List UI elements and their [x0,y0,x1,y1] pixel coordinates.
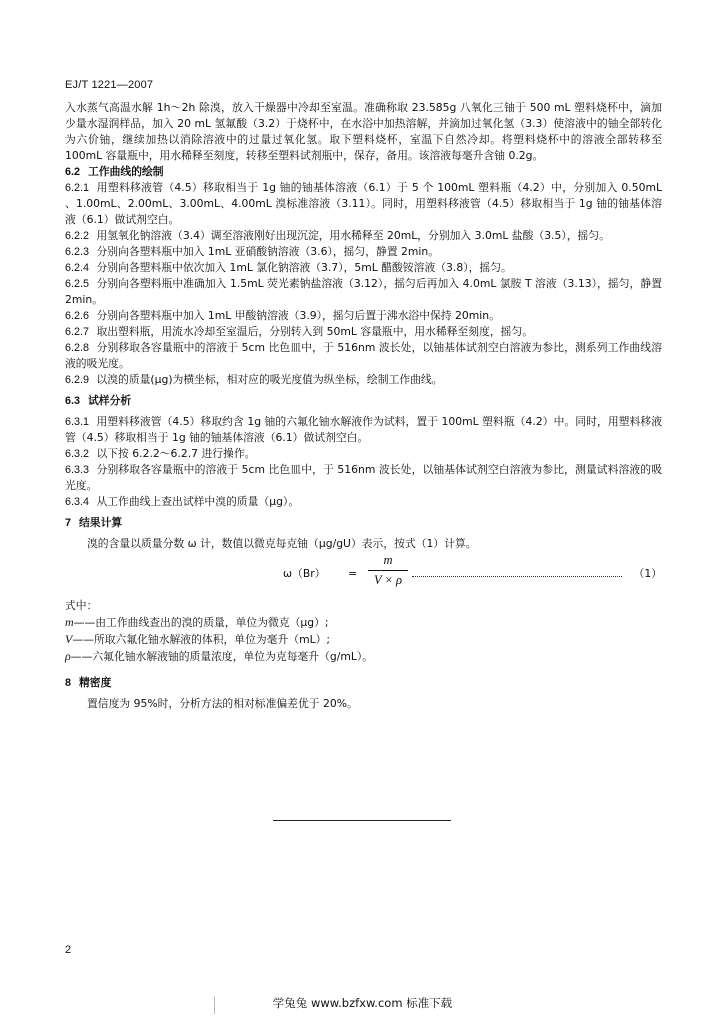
dash: —— [72,633,94,646]
clause-text: 用塑料移液管（4.5）移取相当于 1g 铀的铀基体溶液（6.1）于 5 个 100mL 塑料瓶（4.2）中，分别加入 0.50mL 、1.00mL、2.00mL、3.00mL、4.00mL 溴标准溶液（3.11）。同时，用塑料移液管（4.5）移取相当于 1g 铀的铀基体溶液（6.1）做试剂空白。 [65,181,662,226]
formula-equals: = [348,567,358,580]
clause-text: 以下按 6.2.2～6.2.7 进行操作。 [96,447,256,460]
precision-text: 置信度为 95%时，分析方法的相对标准偏差优于 20%。 [87,697,358,710]
clause-6-2-7 [65,324,662,340]
standard-code-header: EJ/T 1221—2007 [65,79,154,91]
clause-6-3-1 [65,414,662,446]
clause-number: 6.2.2 [65,230,90,242]
clause-text: 从工作曲线上查出试样中溴的质量（μg）。 [96,495,300,508]
section-title: 工作曲线的绘制 [88,165,164,178]
definition-m [65,614,662,631]
formula-fraction [368,552,408,589]
clause-number: 6.2.1 [65,182,90,194]
section-title: 试样分析 [88,394,132,407]
section-number: 6.2 [65,166,81,178]
clause-number: 6.2.8 [65,342,90,354]
clause-number: 6.3.3 [65,464,90,476]
section-8-heading [65,675,662,691]
definition-text: 由工作曲线查出的溴的质量，单位为微克（μg）; [95,616,329,629]
section-title: 精密度 [79,676,112,689]
intro-paragraph: 入水蒸气高温水解 1h～2h 除溴，放入干燥器中冷却至室温。准确称取 23.585g 八氧化三铀于 500 mL 塑料烧杯中，滴加少量水湿润样品，加入 20 mL 氢氟酸（3.2）于烧杯中，在水浴中加热溶解，并滴加过氧化氢（3.3）使溶液中的铀全部转化为六价铀，继续加热以消除溶液中的过量过氧化氢。取下塑料烧杯，室温下自然冷却。将塑料烧杯中的溶液全部转移至 100mL 容量瓶中，用水稀释至刻度，转移至塑料试剂瓶中，保存，备用。该溶液每毫升含铀 0.2g。 [65,101,662,162]
symbol: ρ [65,649,71,663]
clause-6-3-4 [65,494,662,510]
clause-6-2-1 [65,180,662,228]
definition-text: 六氟化铀水解液铀的质量浓度，单位为克每毫升（g/mL）。 [92,650,374,663]
clause-number: 6.3.4 [65,496,90,508]
clause-text: 以溴的质量(μg)为横坐标，相对应的吸光度值为纵坐标，绘制工作曲线。 [96,373,443,386]
definition-text: 所取六氟化铀水解液的体积，单位为毫升（mL）; [93,633,331,646]
document-content [65,100,662,712]
section-6-3-heading [65,393,662,409]
section-number: 8 [65,677,72,689]
clause-6-2-4 [65,260,662,276]
formula-number: （1） [633,567,662,580]
where-label: 式中： [65,599,98,612]
end-of-document-rule [273,820,451,821]
symbol: m [65,615,74,629]
definition-v [65,631,662,648]
clause-text: 分别移取各容量瓶中的溶液于 5cm 比色皿中，于 516nm 波长处，以铀基体试剂空白溶液为参比，测量试料溶液的吸光度。 [65,463,662,492]
clause-number: 6.3.1 [65,416,90,428]
clause-number: 6.2.4 [65,262,90,274]
clause-number: 6.2.5 [65,278,90,290]
formula-lhs: ω（Br） [283,567,326,580]
clause-number: 6.2.9 [65,374,90,386]
clause-text: 用氢氧化钠溶液（3.4）调至溶液刚好出现沉淀，用水稀释至 20mL，分别加入 3.0mL 盐酸（3.5），摇匀。 [96,229,610,242]
dash: —— [70,650,93,663]
clause-6-2-5 [65,276,662,308]
clause-6-2-3 [65,244,662,260]
clause-6-2-9 [65,372,662,388]
section-6-2-heading [65,164,662,180]
clause-number: 6.2.3 [65,246,90,258]
clause-number: 6.3.2 [65,448,90,460]
fraction-bar [368,570,408,571]
section-number: 6.3 [65,395,81,407]
clause-number: 6.2.7 [65,326,90,338]
section-number: 7 [65,517,72,529]
formula-1 [65,554,662,594]
clause-text: 分别移取各容量瓶中的溶液于 5cm 比色皿中，于 516nm 波长处，以铀基体试剂空白溶液为参比，测系列工作曲线溶液的吸光度。 [65,341,662,370]
clause-text: 分别向各塑料瓶中加入 1mL 甲酸钠溶液（3.9），摇匀后置于沸水浴中保持 20min。 [96,309,500,322]
clause-text: 用塑料移液管（4.5）移取约含 1g 铀的六氟化铀水解液作为试料，置于 100mL 塑料瓶（4.2）中。同时，用塑料移液管（4.5）移取相当于 1g 铀的铀基体溶液（6.1）做试剂空白。 [65,415,662,444]
spacer [65,665,662,675]
clause-6-2-8 [65,340,662,372]
clause-text: 分别向各塑料瓶中加入 1mL 亚硝酸钠溶液（3.6），摇匀，静置 2min。 [96,245,440,258]
definition-rho [65,648,662,665]
clause-6-3-3 [65,462,662,494]
formula-numerator: m [383,553,393,567]
clause-number: 6.2.6 [65,310,90,322]
footer-watermark-text: 学兔兔 www.bzfxw.com 标准下载 [272,996,453,1010]
clause-text: 取出塑料瓶，用流水冷却至室温后，分别转入到 50mL 容量瓶中，用水稀释至刻度，摇匀。 [96,325,534,338]
section-7-heading [65,515,662,531]
clause-6-3-2 [65,446,662,462]
clause-text: 分别向各塑料瓶中准确加入 1.5mL 荧光素钠盐溶液（3.12），摇匀后再加入 4.0mL 氯胺 T 溶液（3.13），摇匀，静置 2min。 [65,277,663,306]
calculation-lead: 溴的含量以质量分数 ω 计，数值以微克每克铀（μg/gU）表示，按式（1）计算。 [87,537,477,550]
section-title: 结果计算 [79,516,123,529]
formula-denominator: V × ρ [373,573,403,587]
clause-text: 分别向各塑料瓶中依次加入 1mL 氯化钠溶液（3.7），5mL 醋酸铵溶液（3.8），摇匀。 [96,261,512,274]
clause-6-2-6 [65,308,662,324]
symbol: V [65,632,73,646]
dash: —— [73,616,96,629]
clause-6-2-2 [65,228,662,244]
page-number: 2 [65,944,72,956]
leader-dots [412,566,622,577]
